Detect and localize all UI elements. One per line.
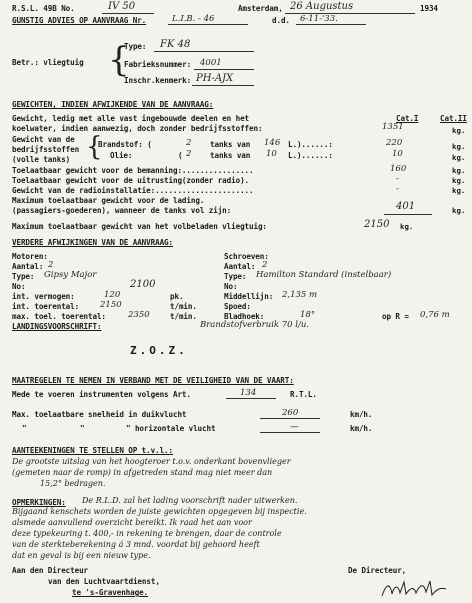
reg-label: Inschr.kenmerk: xyxy=(124,76,192,85)
radio-label: Gewicht van de radioinstallatie:...................... xyxy=(12,186,254,195)
rule xyxy=(102,13,154,14)
remark-line-2: Bijgaand kenschets worden de juiste gewichten opgegeven bij inspectie. xyxy=(12,507,307,516)
rule xyxy=(154,51,254,52)
fuel-label-3: (volle tanks) xyxy=(12,155,71,164)
olie-label: Olie: xyxy=(110,151,133,160)
op-r-value: 0,76 m xyxy=(420,310,450,320)
tanks-van: tanks van xyxy=(210,140,251,149)
olie-tanks: 2 xyxy=(186,149,192,159)
max-weight-value: 2150 xyxy=(364,219,390,230)
liter-close: L.)......: xyxy=(288,140,333,149)
tanks-van: tanks van xyxy=(210,151,251,160)
vermogen-value: 120 xyxy=(104,290,121,300)
equipment-label: Toelaatbaar gewicht voor de uitrusting(zonder radio). xyxy=(12,176,250,185)
note-line-1: De grootste uitslag van het hoogteroer t.o.v. onderkant bovenvlieger xyxy=(12,457,291,466)
rule xyxy=(194,69,254,70)
tmin-unit: t/min. xyxy=(170,312,197,321)
remark-line-6: dat en geval is bij een nieuw type. xyxy=(12,551,151,560)
empty-weight-label-2: koelwater, indien aanwezig, doch zonder bedrijfsstoffen: xyxy=(12,124,263,133)
middellijn-label: Middellijn: xyxy=(224,292,274,301)
remark-line-1: De R.L.D. zal het lading voorschrift nader uitwerken. xyxy=(82,496,298,505)
measures-title: MAATREGELEN TE NEMEN IN VERBAND MET DE VEILIGHEID VAN DE VAART: xyxy=(12,376,294,385)
cat2-header: Cat.II xyxy=(440,114,467,123)
unit-kg: kg. xyxy=(452,166,466,175)
aantal-schroef: 2 xyxy=(262,260,268,270)
brandstof-tanks: 2 xyxy=(186,138,192,148)
notes-title: AANTEEKENINGEN TE STELLEN OP t.v.l.: xyxy=(12,446,173,455)
schroef-type: Hamilton Standard (instelbaar) xyxy=(256,270,392,280)
aantal-motor: 2 xyxy=(48,260,54,270)
olie-liters: 10 xyxy=(266,149,277,159)
form-number: R.S.L. 49B No. xyxy=(12,4,75,13)
kmh-unit: km/h. xyxy=(350,424,373,433)
type-value: FK 48 xyxy=(160,39,191,50)
schroeven-label: Schroeven: xyxy=(224,252,269,261)
equipment-value: - xyxy=(396,174,399,184)
betr-label: Betr.: vliegtuig xyxy=(12,58,84,67)
type-label: Type: xyxy=(124,42,147,51)
form-title: GUNSTIG ADVIES OP AANVRAAG Nr. xyxy=(12,16,147,25)
empty-weight-label-1: Gewicht, ledig met alle vast ingebouwde deelen en het xyxy=(12,114,250,123)
motor-type: Gipsy Major xyxy=(44,270,97,280)
dated-value: 6-11-'33. xyxy=(300,14,338,24)
no-label: No: xyxy=(224,282,238,291)
unit-kg: kg. xyxy=(452,176,466,185)
other-title: VERDERE AFWIJKINGEN VAN DE AANVRAAG: xyxy=(12,238,173,247)
brandstof-label: Brandstof: ( xyxy=(98,140,152,149)
fuel-label-1: Gewicht van de xyxy=(12,135,75,144)
unit-kg: kg. xyxy=(452,186,466,195)
rtl-label: R.T.L. xyxy=(290,390,317,399)
cargo-label-2: (passagiers-goederen), wanneer de tanks vol zijn: xyxy=(12,206,232,215)
rule xyxy=(226,398,276,399)
toerental-label: int. toerental: xyxy=(12,302,80,311)
max-toerental-value: 2350 xyxy=(128,310,150,320)
crew-label: Toelaatbaar gewicht voor de bemanning:................ xyxy=(12,166,254,175)
dive-label: Max. toelaatbare snelheid in duikvlucht xyxy=(12,410,187,419)
horizontal-label: " horizontale vlucht xyxy=(126,424,216,433)
rule xyxy=(168,24,248,25)
type-label: Type: xyxy=(12,272,35,281)
middellijn-value: 2,135 m xyxy=(282,290,318,300)
spoed-label: Spoed: xyxy=(224,302,251,311)
remark-line-5: van de sterkteberekening á 3 mnd. voordat bij gehoord heeft xyxy=(12,540,260,549)
note-line-3: 15,2° bedragen. xyxy=(40,479,106,488)
kmh-unit: km/h. xyxy=(350,410,373,419)
toerental-value: 2150 xyxy=(100,300,122,310)
signature-mark xyxy=(380,578,450,600)
signer-label: De Directeur, xyxy=(348,566,407,575)
crew-value: 160 xyxy=(390,164,407,174)
rule xyxy=(296,24,366,25)
motoren-label: Motoren: xyxy=(12,252,48,261)
reg-value: PH-AJX xyxy=(196,73,234,84)
unit-kg: kg. xyxy=(400,222,414,231)
olie-value: 10 xyxy=(392,149,403,159)
paren: ( xyxy=(178,151,183,160)
max-toerental-label: max. toel. toerental: xyxy=(12,312,106,321)
rule xyxy=(260,432,320,433)
brandstof-liters: 146 xyxy=(264,138,281,148)
dated-label: d.d. xyxy=(272,16,290,25)
radio-value: - xyxy=(396,184,399,194)
no-label: No: xyxy=(12,282,26,291)
weights-title: GEWICHTEN, INDIEN AFWIJKENDE VAN DE AANVRAAG: xyxy=(12,100,214,109)
address-line-3: te 's-Gravenhage. xyxy=(72,588,149,597)
date-value: 26 Augustus xyxy=(290,1,354,12)
factory-value: 4001 xyxy=(200,58,222,68)
landing-value: Brandstofverbruik 70 l/u. xyxy=(200,320,310,330)
dive-value: 260 xyxy=(282,408,299,418)
unit-kg: kg. xyxy=(452,153,466,162)
year: 1934 xyxy=(420,4,438,13)
bladhoek-value: 18° xyxy=(300,310,316,320)
aantal-label: Aantal: xyxy=(224,262,256,271)
address-line-2: van den Luchtvaartdienst, xyxy=(48,577,160,586)
max-weight-label: Maximum toelaatbaar gewicht van het volbeladen vliegtuig: xyxy=(12,222,267,231)
op-r-label: op R = xyxy=(382,312,409,321)
factory-label: Fabrieksnummer: xyxy=(124,60,192,69)
unit-kg: kg. xyxy=(452,206,466,215)
rule xyxy=(192,85,254,86)
cargo-label-1: Maximum toelaatbaar gewicht voor de lading. xyxy=(12,196,205,205)
empty-weight-value: 1351 xyxy=(382,122,404,132)
city: Amsterdam, xyxy=(238,4,283,13)
remark-line-4: deze typekeuring t. 400,- in rekening te brengen, daar de controle xyxy=(12,529,282,538)
brace: { xyxy=(86,132,103,162)
tmin-unit: t/min. xyxy=(170,302,197,311)
ditto-mark: " xyxy=(22,424,27,433)
remarks-title: OPMERKINGEN: xyxy=(12,498,66,507)
cat1-header: Cat.I xyxy=(396,114,419,123)
vermogen-label: int. vermogen: xyxy=(12,292,75,301)
horizontal-value: — xyxy=(290,422,299,432)
zoz-mark: Z.O.Z. xyxy=(130,344,188,357)
vermogen-correction: 2100 xyxy=(130,279,156,290)
cargo-value: 401 xyxy=(396,201,416,212)
request-no: L.I.B. - 46 xyxy=(172,14,215,24)
remark-line-3: alsmede aanvullend overzicht bereikt. Ik raad het aan voor xyxy=(12,518,252,527)
art-value: 134 xyxy=(240,388,257,398)
address-line-1: Aan den Directeur xyxy=(12,566,89,575)
unit-kg: kg. xyxy=(452,142,466,151)
bladhoek-label: Bladhoek: xyxy=(224,312,265,321)
rule xyxy=(260,418,320,419)
note-line-2: (gemeten naar de romp) in afgetreden stand mag niet meer dan xyxy=(12,468,273,477)
landing-title: LANDINGSVOORSCHRIFT: xyxy=(12,322,102,331)
instruments-label: Mede te voeren instrumenten volgens Art. xyxy=(12,390,191,399)
type-label: Type: xyxy=(224,272,247,281)
aantal-label: Aantal: xyxy=(12,262,44,271)
ditto-mark: " xyxy=(80,424,85,433)
number-value: IV 50 xyxy=(108,1,136,12)
brace: { xyxy=(108,40,130,80)
pk-unit: pk. xyxy=(170,292,184,301)
brandstof-value: 220 xyxy=(386,138,403,148)
fuel-label-2: bedrijfsstoffen xyxy=(12,145,80,154)
rule xyxy=(384,214,432,215)
unit-kg: kg. xyxy=(452,126,466,135)
liter-close: L.)......: xyxy=(288,151,333,160)
